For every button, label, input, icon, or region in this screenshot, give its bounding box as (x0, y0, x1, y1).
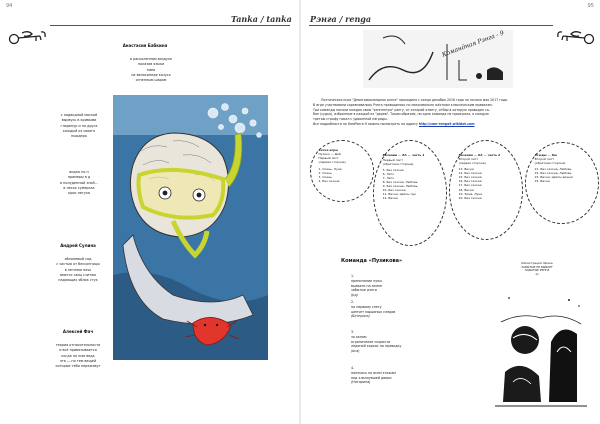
header-rule (50, 25, 290, 26)
page-number: 94 (6, 3, 13, 9)
page-number: 95 (587, 3, 594, 9)
running-title: Tanka / tanka (231, 14, 292, 24)
link-prefix: Все подробности по КомРэнге-9 можно посмотреть по адресу (313, 121, 418, 126)
site-link[interactable]: http://cam-renga9.wikidot.com (418, 121, 475, 126)
logo-text: Командная Рэнга - 9 (441, 29, 506, 59)
diver-illustration (113, 95, 268, 360)
header-rule (309, 25, 553, 26)
key-ornament-icon (555, 28, 595, 50)
key-ornament-icon (8, 28, 48, 50)
stanza-4: 4. понесись по всем этажам под хлопнувшей двери (Натарина) (351, 366, 396, 385)
stanza-3: 3. за окном ограничение скорости ледяной каркас на проводку (иса) (351, 330, 402, 354)
schedule-bubble-3: Везения — ХА — часть 2 Второй лист (первая сторона) 13. Весна 14. Без сезона 15. Без сезона 16. Без сезона 17. Без сезона 18. Весна 19. Зима, Луна 20. Без сезона (449, 140, 523, 240)
schedule-bubble-2: Везении — ХА — часть 1 Первый лист (обратная сторона) 5. Без сезона 6. Лето 7. Лето 8. Без сезона, Любовь 9. Без сезона, Любовь 10. Без сезона 11. Весна, Цветы лук 12. Весна (373, 140, 447, 246)
schedule-bubble-1: Сетка игры Пузико — Дай Первый лист (первая сторона) 1. Осень, Луна 2. Осень 3. Осень 4. Без сезона (310, 140, 374, 202)
poem-2: с подводной маской вырвусь в кривыми гладенур и на друга каждый из своего пьюдера (60, 113, 98, 139)
author-sulina: Андрей Сулина (60, 243, 96, 248)
author-babkina: Анастасия Бабкина (122, 43, 168, 48)
poem-3: видно но н примеры в д в полуденный зной... в лесах сумерках крик петуха (60, 170, 98, 196)
illustration-caption: Иллюстрация: Ирина ЗАБЫТЫЕ НЕ БЫВАЕТ ЗАБЫТЫЕ РЭНГИ 1x (521, 261, 553, 276)
left-page (0, 0, 299, 424)
right-page (301, 0, 600, 424)
team-title: Команда «Пузикова» (341, 258, 403, 264)
schedule-bubble-4: Этюды — Кю Второй лист (обратная сторона) 21. Без сезона, Любовь 22. Без сезона, Любовь 23. Весна, Цветы вишни 24. Весна (525, 142, 599, 224)
poem-5: теория относительности и всё привязывается когда по ним ведь эта — по тем вещей которые тебя пережевут (55, 343, 101, 369)
poem-4: яблоневый сад с частью от бессонницы в летнюю ночь вместо свиц считаю падающих яблок стук (56, 257, 100, 283)
author-fach: Алексей Фач (62, 329, 94, 334)
stanza-2: 2. по первому снегу шепчет мышиных следов (Белгриса) (351, 300, 396, 319)
intro-paragraph: Поэтическая игра "Девятьвкомандная рэнга" проходила с конца декабря 2016 года по начало мая 2017 года. В игре участвовали соревновались Рэнга проводилась по максимально жёстким классическим правилам. Три команды писали каждая свою "рэнгенную" рэнгу, от которой ответу, отбор в которую проводил са- бан (судья), избранные в каждой из "дерев". Таким образом, ни одна команда не проиграла, а каждую третью строфу писал с удвоенной награды. Все подробности по КомРэнге-9 можно посмотреть по адресу http://cam-renga9.wikidot.com (313, 98, 508, 126)
stanza-1: 1. препинание луны вызвало на земле забытые рэнги (рд) (351, 274, 383, 298)
running-title: Рэнга / renga (310, 14, 372, 24)
night-illustration (491, 282, 591, 412)
poem-1: в расколенном воздухе показав языки змеи на велосипеде качусь огненным шаром (129, 57, 172, 83)
